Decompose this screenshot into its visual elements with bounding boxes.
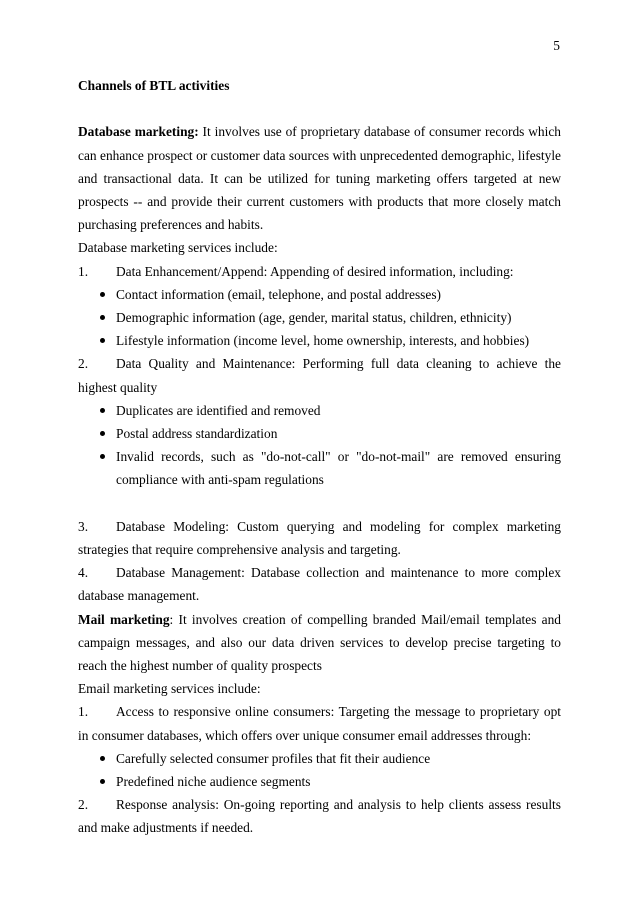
numbered-item [78, 515, 561, 561]
numbered-item [78, 793, 561, 839]
bullet-icon [100, 431, 105, 436]
bullet-item: Lifestyle information (income level, home ownership, interests, and hobbies) [78, 329, 561, 352]
page-number: 5 [553, 38, 560, 53]
numbered-item [78, 352, 561, 398]
item-text: Data Enhancement/Append: Appending of desired information, including: [116, 263, 514, 279]
item-number: 2. [78, 356, 89, 372]
bullet-icon [100, 408, 105, 413]
bullet-icon [100, 338, 105, 343]
item-number: 1. [78, 263, 89, 279]
bullet-icon [100, 779, 105, 784]
bullet-item: Postal address standardization [78, 422, 561, 445]
bullet-icon [100, 315, 105, 320]
numbered-item [78, 260, 561, 283]
item-number: 1. [78, 704, 89, 720]
bullet-item: Contact information (email, telephone, and postal addresses) [78, 283, 561, 306]
item-text: Database Modeling: Custom querying and modeling for complex marketing strategies that require comprehensive analysis and targeting. [78, 518, 561, 558]
item-text: Database Management: Database collection and maintenance to more complex database management. [78, 565, 561, 604]
bullet-list [78, 399, 561, 492]
item-text: Data Quality and Maintenance: Performing full data cleaning to achieve the highest quality [78, 356, 561, 395]
item-number: 4. [78, 565, 89, 581]
mail-marketing-text: : It involves creation of compelling branded Mail/email templates and campaign messages, and also our data driven services to develop precise targeting to reach the highest number of quality prospects [78, 611, 561, 674]
numbered-item [78, 561, 561, 607]
item-number: 3. [78, 518, 89, 534]
section-title: Channels of BTL activities [78, 78, 230, 93]
mail-marketing-label: Mail marketing [78, 611, 170, 627]
bullet-list [78, 283, 561, 353]
item-text: Access to responsive online consumers: Targeting the message to proprietary opt in consumer databases, which offers over unique consumer email addresses through: [78, 704, 561, 743]
numbered-item [78, 700, 561, 746]
database-services-intro: Database marketing services include: [78, 240, 278, 256]
bullet-icon [100, 292, 105, 297]
bullet-item: Predefined niche audience segments [78, 770, 561, 793]
mail-marketing-paragraph [78, 608, 561, 678]
bullet-icon [100, 454, 105, 459]
bullet-icon [100, 756, 105, 761]
email-services-intro: Email marketing services include: [78, 681, 261, 697]
bullet-item: Demographic information (age, gender, marital status, children, ethnicity) [78, 306, 561, 329]
database-marketing-label: Database marketing: [78, 124, 199, 140]
bullet-list [78, 747, 561, 793]
bullet-item: Invalid records, such as "do-not-call" or "do-not-mail" are removed ensuring compliance with anti-spam regulations [78, 445, 561, 491]
item-number: 2. [78, 797, 89, 813]
page-content [78, 74, 561, 840]
database-marketing-text: It involves use of proprietary database of consumer records which can enhance prospect or customer data sources with unprecedented demographic, lifestyle and transactional data. It can be utilized for tuning marketing offers targeted at new prospects -- and provide their current customers with products that more closely match purchasing preferences and habits. [78, 124, 561, 233]
database-marketing-paragraph [78, 120, 561, 236]
item-text: Response analysis: On-going reporting and analysis to help clients assess results and make adjustments if needed. [78, 797, 561, 836]
bullet-item: Duplicates are identified and removed [78, 399, 561, 422]
bullet-item: Carefully selected consumer profiles that fit their audience [78, 747, 561, 770]
